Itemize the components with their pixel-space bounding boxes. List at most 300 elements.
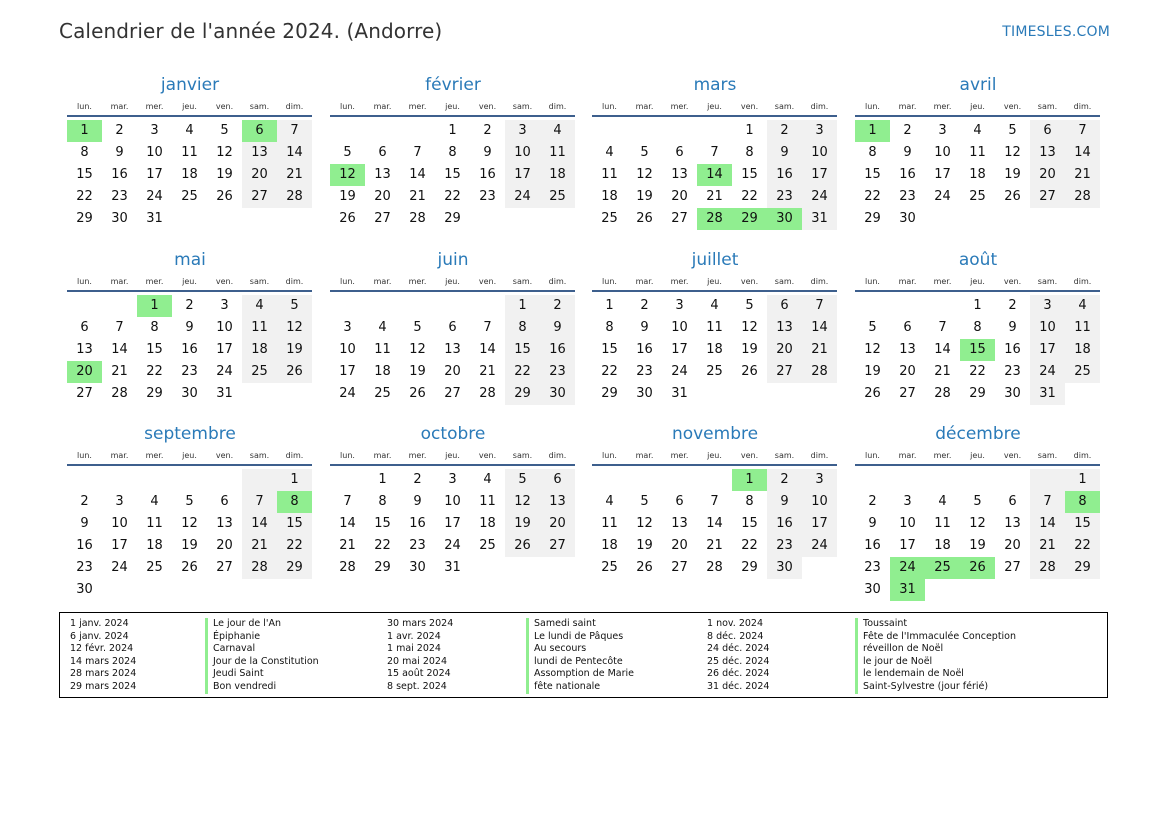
weekday-label: lun. [602,451,617,460]
day-cell-holiday: 12 [330,164,365,186]
day-cell: 4 [540,120,575,142]
month-11 [855,423,1101,601]
day-cell: 6 [540,469,575,491]
day-cell: 26 [1004,189,1021,204]
day-cell: 18 [540,164,575,186]
day-cell: 28 [339,560,356,575]
day-cell: 26 [505,535,540,557]
legend-date: 1 avr. 2024 [387,630,441,642]
day-cell: 2 [868,494,877,509]
day-empty [960,208,995,230]
day-cell: 14 [111,342,128,357]
day-cell: 2 [185,298,194,313]
day-cell: 29 [864,211,881,226]
weekday-label: mar. [898,277,917,286]
weekday-label: mer. [670,277,689,286]
site-link[interactable]: TIMESLES.COM [1002,24,1110,40]
month-name: juillet [691,250,739,270]
day-empty [662,469,697,491]
day-cell: 17 [802,513,837,535]
day-empty [67,469,102,491]
weekday-label: lun. [865,277,880,286]
day-cell: 29 [505,383,540,405]
day-cell: 16 [409,516,426,531]
day-cell: 22 [146,364,163,379]
day-cell: 16 [181,342,198,357]
legend-date: 24 déc. 2024 [707,643,770,655]
day-cell: 15 [601,342,618,357]
day-cell-holiday: 31 [890,579,925,601]
day-cell: 17 [111,538,128,553]
day-cell-holiday: 8 [277,491,312,513]
weekday-label: jeu. [182,277,197,286]
day-cell-holiday: 20 [67,361,102,383]
day-cell: 17 [146,167,163,182]
day-cell: 11 [242,317,277,339]
day-cell: 12 [636,516,653,531]
day-cell: 4 [242,295,277,317]
day-cell: 13 [444,342,461,357]
day-cell: 28 [706,560,723,575]
day-cell: 8 [378,494,387,509]
day-cell-holiday: 14 [697,164,732,186]
day-cell: 23 [76,560,93,575]
weekday-header [330,272,575,292]
month-name: janvier [160,75,220,95]
legend-holiday-name: Jeudi Saint [205,668,319,681]
weekday-label: jeu. [445,277,460,286]
day-cell: 28 [1065,186,1100,208]
day-grid [67,295,313,405]
day-cell: 21 [706,538,723,553]
weekday-label: mar. [898,451,917,460]
day-empty [470,557,505,579]
day-cell: 5 [343,145,352,160]
weekday-label: dim. [285,451,304,460]
day-cell: 14 [1065,142,1100,164]
day-empty [960,579,995,601]
weekday-label: lun. [77,102,92,111]
legend-date: 26 déc. 2024 [707,668,770,680]
legend-holiday-name: réveillon de Noël [855,643,1016,656]
day-cell: 18 [181,167,198,182]
day-cell: 1 [605,298,614,313]
day-cell: 29 [601,386,618,401]
day-cell: 20 [899,364,916,379]
day-cell: 28 [1030,557,1065,579]
day-cell: 28 [111,386,128,401]
weekday-header [330,446,575,466]
day-cell: 23 [899,189,916,204]
day-cell: 10 [1030,317,1065,339]
weekday-label: lun. [865,102,880,111]
day-cell: 30 [409,560,426,575]
weekday-label: jeu. [970,102,985,111]
day-cell: 26 [409,386,426,401]
day-cell: 28 [802,361,837,383]
day-empty [435,295,470,317]
weekday-label: jeu. [445,102,460,111]
day-cell: 28 [479,386,496,401]
day-cell: 28 [934,386,951,401]
day-cell: 27 [671,560,688,575]
day-cell: 10 [934,145,951,160]
day-cell: 19 [969,538,986,553]
day-cell: 7 [242,491,277,513]
day-empty [995,208,1030,230]
day-empty [592,120,627,142]
weekday-label: dim. [1073,277,1092,286]
day-cell: 21 [339,538,356,553]
weekday-header [67,97,312,117]
day-empty [855,469,890,491]
day-empty [627,469,662,491]
day-empty [365,295,400,317]
day-cell: 8 [605,320,614,335]
day-cell: 26 [339,211,356,226]
day-cell: 21 [802,339,837,361]
weekday-label: ven. [215,102,234,111]
month-2 [592,74,838,230]
day-cell-holiday: 28 [697,208,732,230]
day-grid [330,469,576,579]
day-cell: 23 [181,364,198,379]
day-empty [925,295,960,317]
day-cell: 4 [483,472,492,487]
day-cell: 12 [216,145,233,160]
day-cell: 15 [444,167,461,182]
day-cell: 11 [706,320,723,335]
weekday-label: lun. [602,277,617,286]
day-cell: 9 [115,145,124,160]
day-cell: 16 [111,167,128,182]
day-cell: 21 [277,164,312,186]
day-cell: 20 [671,189,688,204]
day-cell: 24 [216,364,233,379]
day-cell: 13 [216,516,233,531]
legend-names-col-2 [526,618,634,694]
day-cell: 6 [448,320,457,335]
day-cell-holiday: 1 [67,120,102,142]
day-cell: 12 [409,342,426,357]
day-cell: 3 [802,120,837,142]
day-cell: 1 [505,295,540,317]
month-1 [330,74,576,230]
day-cell: 8 [868,145,877,160]
day-cell: 19 [636,189,653,204]
day-cell: 2 [540,295,575,317]
day-cell: 5 [640,145,649,160]
day-cell: 27 [671,211,688,226]
legend-date: 1 janv. 2024 [70,618,129,629]
day-cell: 10 [899,516,916,531]
day-cell: 4 [973,123,982,138]
legend-holiday-name: fête nationale [526,681,634,694]
day-cell: 12 [181,516,198,531]
day-cell: 10 [111,516,128,531]
day-cell: 21 [706,189,723,204]
day-empty [137,469,172,491]
day-cell: 16 [76,538,93,553]
day-cell: 16 [767,164,802,186]
day-cell: 3 [220,298,229,313]
day-cell-holiday: 8 [1065,491,1100,513]
day-empty [277,383,312,405]
day-cell: 19 [864,364,881,379]
month-6 [592,249,838,405]
day-cell: 30 [864,582,881,597]
day-cell: 5 [277,295,312,317]
weekday-label: sam. [249,102,270,111]
weekday-label: jeu. [970,277,985,286]
day-empty [137,579,172,601]
legend-holiday-name: le lendemain de Noël [855,668,1016,681]
day-cell: 29 [444,211,461,226]
day-cell: 12 [1004,145,1021,160]
day-cell: 27 [76,386,93,401]
month-5 [330,249,576,405]
day-cell: 7 [483,320,492,335]
day-cell: 27 [1030,186,1065,208]
day-cell: 18 [969,167,986,182]
day-cell: 20 [1030,164,1065,186]
day-cell: 2 [903,123,912,138]
day-cell: 15 [76,167,93,182]
day-cell: 30 [76,582,93,597]
weekday-header [592,446,837,466]
day-cell-holiday: 29 [732,208,767,230]
day-cell: 13 [540,491,575,513]
day-empty [330,469,365,491]
day-cell: 6 [675,494,684,509]
day-cell-holiday: 1 [732,469,767,491]
day-cell: 22 [969,364,986,379]
day-cell: 26 [636,560,653,575]
weekday-label: mer. [145,277,164,286]
day-cell: 8 [150,320,159,335]
legend-date: 28 mars 2024 [70,668,137,680]
day-cell: 5 [413,320,422,335]
day-cell: 15 [277,513,312,535]
day-cell: 7 [413,145,422,160]
day-cell: 27 [540,535,575,557]
day-cell: 30 [540,383,575,405]
day-cell: 9 [868,516,877,531]
day-cell: 7 [938,320,947,335]
day-empty [995,469,1030,491]
day-cell: 11 [969,145,986,160]
day-cell: 24 [444,538,461,553]
weekday-label: mer. [408,451,427,460]
day-empty [172,469,207,491]
day-empty [330,120,365,142]
day-empty [400,295,435,317]
month-name: septembre [144,424,236,444]
day-cell: 17 [216,342,233,357]
weekday-label: mar. [110,451,129,460]
day-cell: 29 [374,560,391,575]
month-10 [592,423,838,579]
day-cell: 25 [374,386,391,401]
day-cell: 20 [242,164,277,186]
weekday-label: ven. [1003,102,1022,111]
day-cell: 30 [111,211,128,226]
day-cell: 17 [934,167,951,182]
weekday-label: dim. [1073,102,1092,111]
day-cell: 24 [339,386,356,401]
day-cell: 20 [1004,538,1021,553]
weekday-header [67,272,312,292]
day-cell: 3 [903,494,912,509]
weekday-label: mar. [110,277,129,286]
day-cell: 6 [1030,120,1065,142]
day-cell: 12 [741,320,758,335]
weekday-label: sam. [774,277,795,286]
weekday-label: sam. [249,277,270,286]
day-cell: 25 [969,189,986,204]
day-empty [330,295,365,317]
day-cell: 27 [1004,560,1021,575]
legend-holiday-name: Assomption de Marie [526,668,634,681]
day-grid [67,120,313,230]
day-cell: 18 [706,342,723,357]
day-cell: 11 [540,142,575,164]
day-cell: 7 [115,320,124,335]
day-cell: 23 [864,560,881,575]
weekday-label: dim. [810,102,829,111]
weekday-label: mar. [373,277,392,286]
weekday-label: dim. [285,102,304,111]
day-cell: 31 [444,560,461,575]
day-grid [855,469,1101,601]
month-name: mai [174,250,206,270]
day-cell: 11 [479,494,496,509]
day-empty [540,208,575,230]
legend-holiday-name: Fête de l'Immaculée Conception [855,631,1016,644]
day-empty [470,295,505,317]
day-cell: 25 [242,361,277,383]
day-cell: 10 [146,145,163,160]
weekday-header [855,272,1100,292]
day-empty [960,469,995,491]
month-3 [855,74,1101,230]
weekday-label: lun. [602,102,617,111]
weekday-label: dim. [810,277,829,286]
day-cell: 23 [479,189,496,204]
day-cell: 7 [277,120,312,142]
weekday-label: sam. [512,451,533,460]
month-7 [855,249,1101,405]
weekday-label: sam. [1037,451,1058,460]
day-cell: 11 [601,167,618,182]
weekday-header [855,446,1100,466]
day-cell: 22 [505,361,540,383]
day-empty [995,579,1030,601]
day-cell: 7 [1030,491,1065,513]
day-cell: 14 [802,317,837,339]
day-cell: 4 [378,320,387,335]
day-cell: 25 [1065,361,1100,383]
weekday-label: mar. [635,451,654,460]
weekday-label: dim. [548,451,567,460]
day-cell: 4 [185,123,194,138]
day-cell: 2 [483,123,492,138]
day-cell: 14 [1030,513,1065,535]
day-cell: 21 [479,364,496,379]
day-empty [592,469,627,491]
day-cell: 26 [864,386,881,401]
day-cell: 7 [710,494,719,509]
legend-date: 1 mai 2024 [387,643,441,655]
weekday-label: lun. [340,277,355,286]
weekday-label: mar. [635,102,654,111]
month-name: février [425,75,481,95]
day-cell: 1 [448,123,457,138]
day-cell: 9 [540,317,575,339]
day-cell: 11 [374,342,391,357]
day-cell: 26 [741,364,758,379]
day-cell: 10 [505,142,540,164]
day-grid [592,120,838,230]
day-cell: 6 [378,145,387,160]
day-cell: 1 [745,123,754,138]
legend-holiday-name: Carnaval [205,643,319,656]
weekday-label: mer. [933,451,952,460]
legend-holiday-name: Épiphanie [205,631,319,644]
day-cell: 24 [111,560,128,575]
day-empty [802,557,837,579]
day-empty [505,208,540,230]
weekday-label: mer. [408,102,427,111]
day-cell-holiday: 6 [242,120,277,142]
day-cell: 25 [601,560,618,575]
day-cell: 1 [1065,469,1100,491]
weekday-label: mer. [408,277,427,286]
day-cell: 2 [767,469,802,491]
day-cell: 8 [973,320,982,335]
legend-date: 29 mars 2024 [70,680,137,692]
day-cell: 27 [216,560,233,575]
day-cell: 18 [146,538,163,553]
day-empty [207,469,242,491]
day-cell: 10 [671,320,688,335]
day-cell: 11 [601,516,618,531]
weekday-label: mer. [145,451,164,460]
day-cell: 16 [864,538,881,553]
day-cell: 3 [938,123,947,138]
day-cell: 23 [767,535,802,557]
day-cell: 30 [899,211,916,226]
day-cell: 4 [1065,295,1100,317]
legend-date: 30 mars 2024 [387,618,454,629]
day-empty [890,469,925,491]
day-cell: 25 [146,560,163,575]
day-cell: 22 [1065,535,1100,557]
day-cell: 3 [343,320,352,335]
day-cell: 6 [903,320,912,335]
month-name: octobre [420,424,486,444]
day-cell: 3 [1030,295,1065,317]
day-cell-holiday: 24 [890,557,925,579]
month-0 [67,74,313,230]
day-cell: 10 [339,342,356,357]
day-cell: 21 [409,189,426,204]
day-cell: 16 [636,342,653,357]
legend-holiday-name: Le lundi de Pâques [526,631,634,644]
day-empty [540,557,575,579]
day-cell: 27 [242,186,277,208]
day-cell: 6 [220,494,229,509]
